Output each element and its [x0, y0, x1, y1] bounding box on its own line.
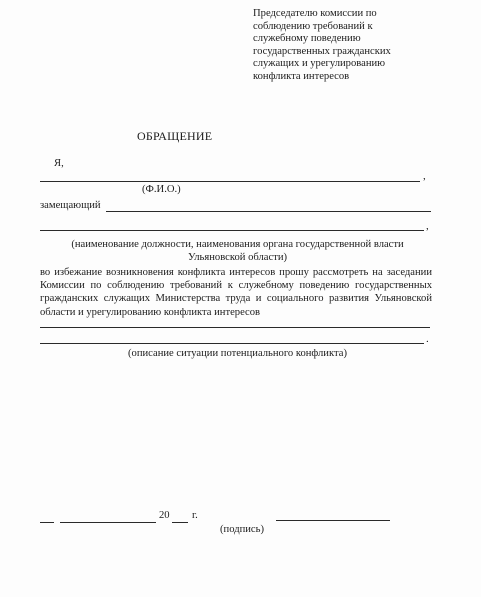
- position-input-line-2[interactable]: [40, 230, 424, 231]
- month-input-line[interactable]: [60, 522, 156, 523]
- year-suffix: г.: [192, 510, 198, 521]
- position-caption-continued: Ульяновской области): [187, 252, 288, 263]
- addressee-block: [253, 8, 463, 84]
- situation-period: .: [426, 333, 429, 345]
- situation-caption: (описание ситуации потенциального конфликта): [128, 348, 347, 359]
- position-label: замещающий: [40, 200, 101, 211]
- situation-input-line[interactable]: [40, 327, 430, 328]
- request-text: во избежание возникновения конфликта интересов прошу рассмотреть на заседании Комиссии по соблюдению требований к служебному поведению государственных гражданских служащих Министерства труда и социального развития Ульяновской области и урегулированию конфликта интересов: [40, 267, 432, 318]
- year-input-line[interactable]: [172, 522, 188, 523]
- fio-input-line[interactable]: [40, 181, 420, 182]
- fio-comma: ,: [423, 170, 426, 182]
- day-input-line[interactable]: [40, 522, 54, 523]
- document-title: ОБРАЩЕНИЕ: [137, 129, 213, 143]
- situation-input-line-2[interactable]: [40, 343, 424, 344]
- position-input-line[interactable]: [106, 211, 431, 212]
- addressee-line: служащих и урегулированию: [253, 58, 386, 70]
- signature-caption: (подпись): [220, 524, 264, 535]
- year-prefix: 20: [159, 510, 170, 521]
- addressee-line: конфликта интересов: [253, 70, 350, 82]
- addressee-line: соблюдению требований к: [253, 20, 373, 32]
- position-comma: ,: [426, 220, 429, 232]
- ya-label: Я,: [54, 158, 64, 169]
- position-caption: (наименование должности, наименования органа государственной власти: [71, 239, 404, 250]
- addressee-line: Председателю комиссии по: [253, 8, 377, 19]
- fio-caption: (Ф.И.О.): [142, 184, 181, 195]
- signature-input-line[interactable]: [276, 520, 390, 521]
- addressee-line: служебному поведению: [253, 33, 361, 45]
- addressee-line: государственных гражданских: [253, 45, 391, 57]
